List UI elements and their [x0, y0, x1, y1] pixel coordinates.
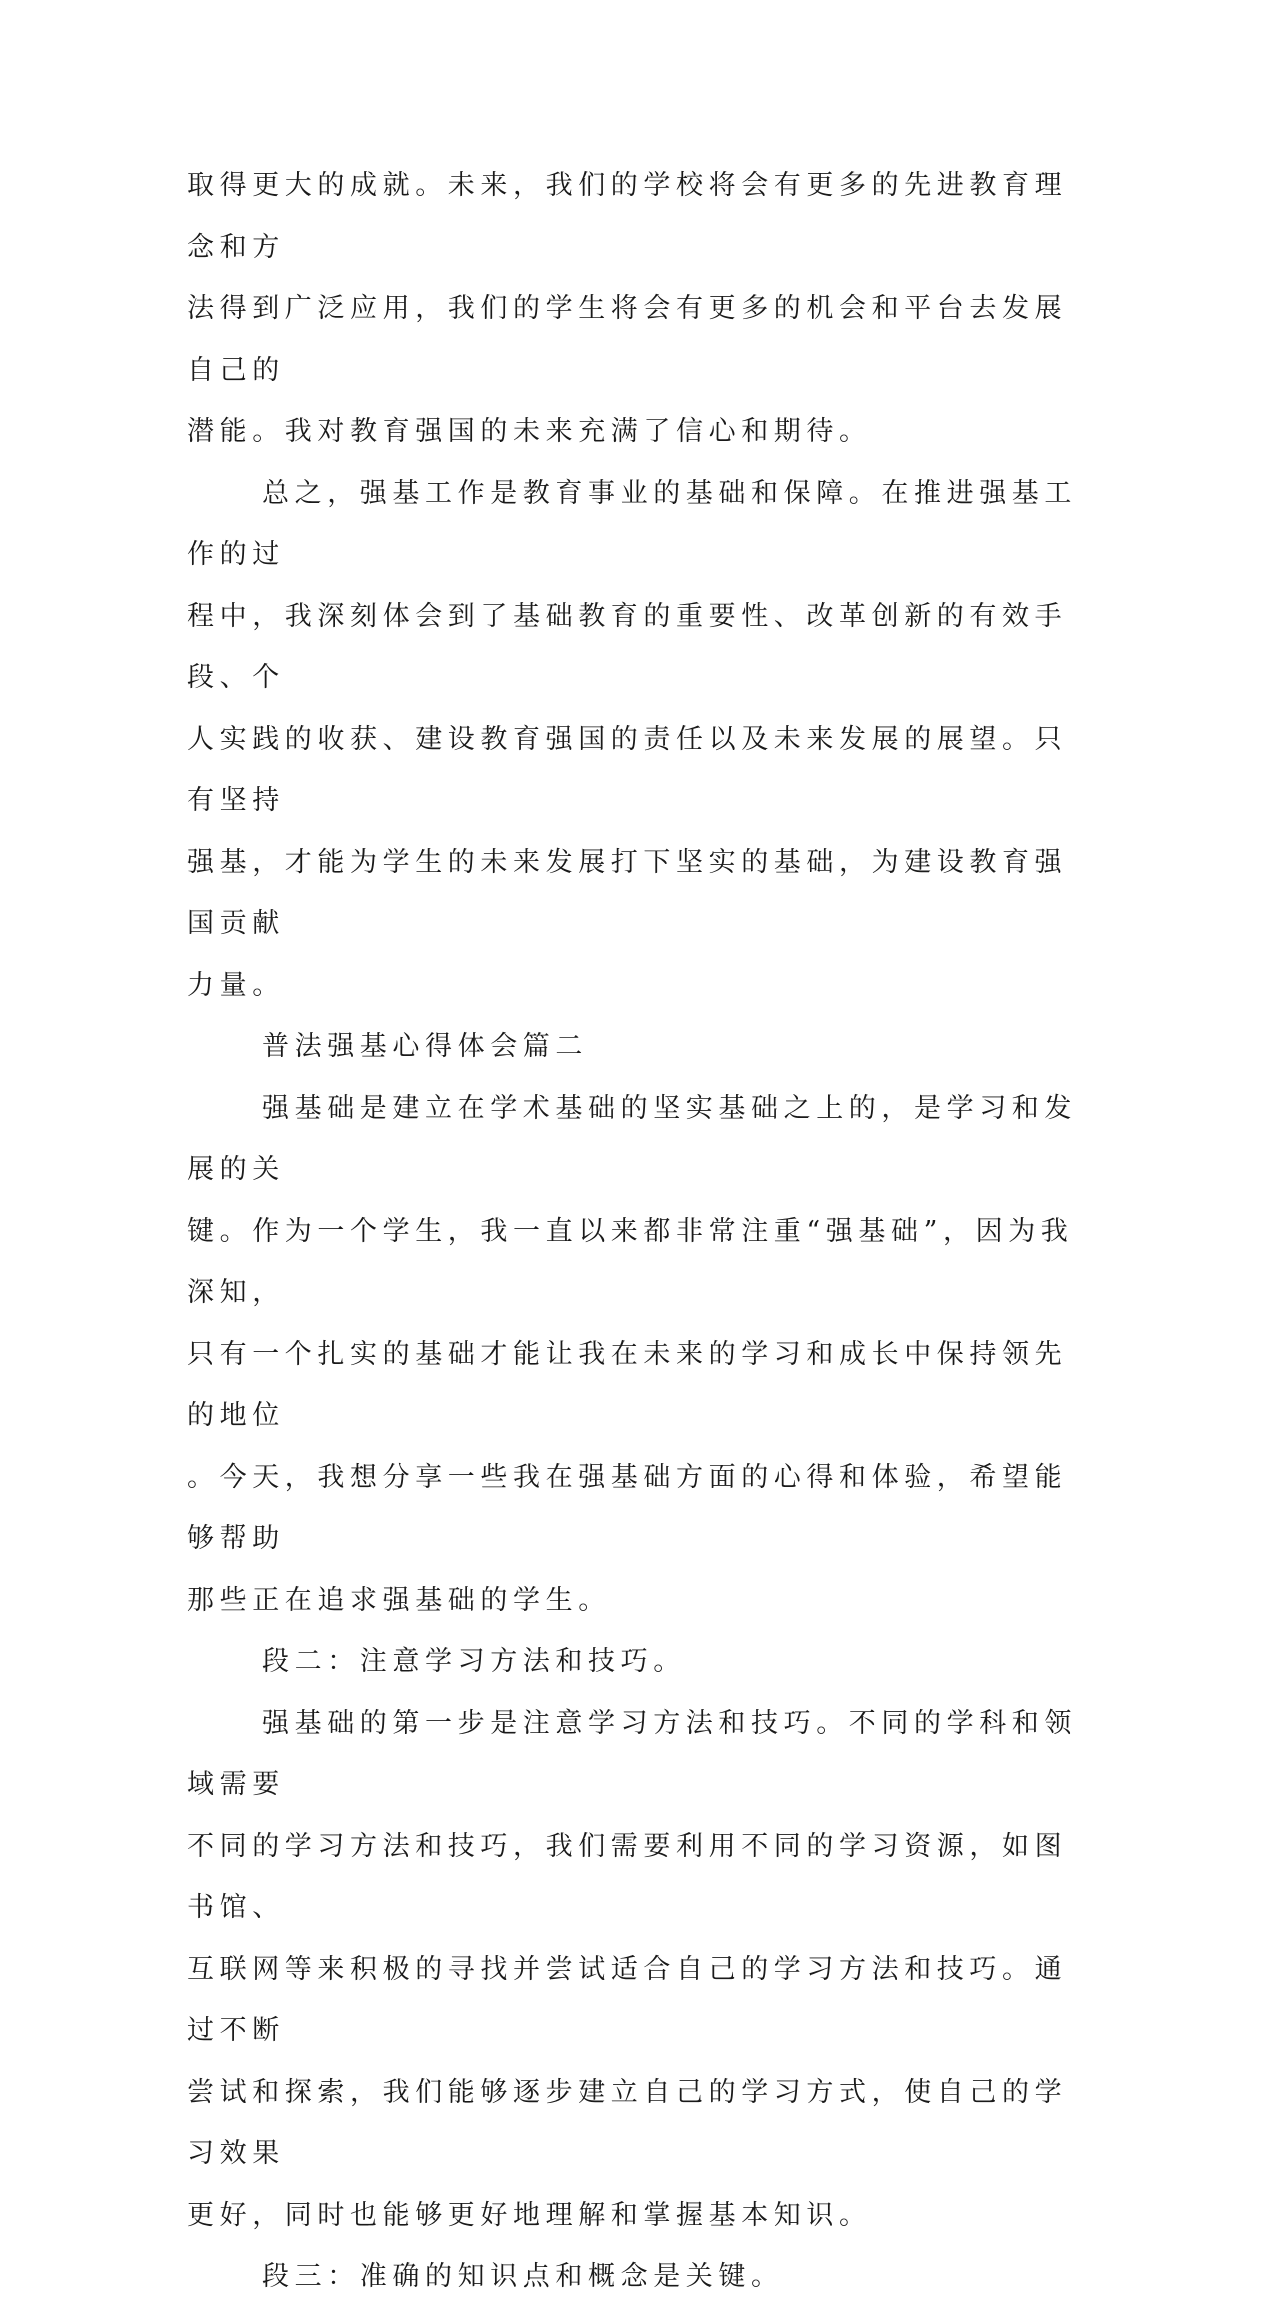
- paragraph-continuation: 取得更大的成就。未来，我们的学校将会有更多的先进教育理念和方 法得到广泛应用，我们的学生将会有更多的机会和平台去发展自己的 潜能。我对教育强国的未来充满了信心和期待。: [187, 170, 1068, 447]
- section-heading: 普法强基心得体会篇二: [262, 1031, 588, 1062]
- paragraph-section-two: 强基础的第一步是注意学习方法和技巧。不同的学科和领域需要 不同的学习方法和技巧，我们需要利用不同的学习资源，如图书馆、 互联网等来积极的寻找并尝试适合自己的学习方法和技巧。通过不断 尝试和探索，我们能够逐步建立自己的学习方式，使自己的学习效果 更好，同时也能够更好地理解和掌握基本知识。: [187, 1707, 1077, 2231]
- paragraph-summary: 总之，强基工作是教育事业的基础和保障。在推进强基工作的过 程中，我深刻体会到了基础教育的重要性、改革创新的有效手段、个 人实践的收获、建设教育强国的责任以及未来发展的展望。只有坚持 强基，才能为学生的未来发展打下坚实的基础，为建设教育强国贡献 力量。: [187, 477, 1077, 1001]
- subheading-section-two: 段二：注意学习方法和技巧。: [262, 1646, 686, 1677]
- document-body: [187, 155, 1087, 2308]
- subheading-section-three: 段三：准确的知识点和概念是关键。: [262, 2261, 784, 2292]
- paragraph-intro: 强基础是建立在学术基础的坚实基础之上的，是学习和发展的关 键。作为一个学生，我一直以来都非常注重“强基础”，因为我深知， 只有一个扎实的基础才能让我在未来的学习和成长中保持领先的地位 。今天，我想分享一些我在强基础方面的心得和体验，希望能够帮助 那些正在追求强基础的学生。: [187, 1092, 1077, 1616]
